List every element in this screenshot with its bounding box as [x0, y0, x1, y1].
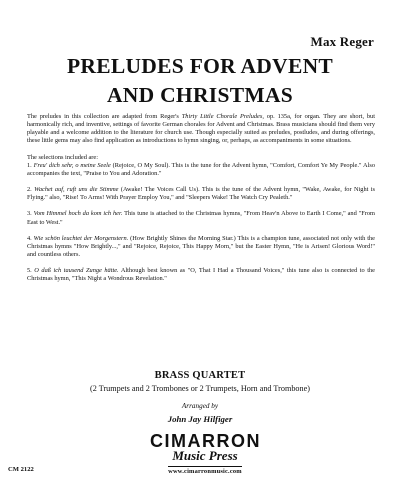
intro-paragraph	[27, 113, 375, 146]
composer-name: Max Reger	[310, 34, 374, 49]
intro-source-title: Thirty Little Chorale Preludes	[181, 113, 263, 120]
selection-text: Although best known as "O, That I Had a Thousand Voices," this tune also is connected to the Christmas hymn, "This Night a Wondrous Revelation."	[27, 267, 375, 283]
logo-divider	[168, 466, 242, 467]
arranger-name: John Jay Hilfiger	[167, 414, 233, 424]
publisher-url: www.cimarronmusic.com	[168, 468, 242, 475]
selection-number: 4.	[27, 234, 34, 242]
selection-number: 1.	[27, 161, 34, 169]
selection-text: This tune is attached to the Christmas hymns, "From Heav'n Above to Earth I Come," and "From East to West."	[27, 210, 375, 226]
publisher-logo	[150, 428, 260, 480]
selection-item-1	[27, 162, 375, 178]
intro-part-1: The preludes in this collection are adapted from Reger's	[27, 113, 182, 120]
instrumentation: (2 Trumpets and 2 Trombones or 2 Trumpets, Horn and Trombone)	[90, 384, 310, 393]
selection-title: O daß ich tausend Zunge hätte.	[34, 267, 119, 275]
selection-number: 3.	[27, 210, 34, 218]
catalog-number: CM 2122	[8, 466, 34, 473]
page-title	[0, 52, 400, 110]
selection-number: 5.	[27, 267, 35, 275]
selection-title: Freu' dich sehr, o meine Seele	[33, 161, 111, 169]
title-line-2: AND CHRISTMAS	[106, 83, 294, 107]
selection-text: (How Brightly Shines the Morning Star.) This is a champion tune, associated not only with the Christmas hymns "How Brightly...," and "Rejoice, Rejoice, This Happy Morn," but the Easter Hymn, "He is Arisen! Glorious Word!" and countless others.	[27, 234, 375, 259]
selection-item-4	[27, 235, 375, 259]
ensemble-name: BRASS QUARTET	[154, 370, 246, 381]
publisher-name: CIMARRON	[150, 431, 261, 451]
title-line-1: PRELUDES FOR ADVENT	[66, 54, 334, 78]
selections-list	[27, 162, 375, 284]
selection-item-5	[27, 267, 375, 283]
selection-title: Vom Himmel hoch da kom ich her.	[33, 210, 123, 218]
selections-intro: The selections included are:	[27, 153, 98, 161]
selection-item-3	[27, 210, 375, 226]
selection-title: Wachet auf, ruft uns die Stimme	[34, 186, 119, 194]
intro-part-2: , op. 135a, for organ. They are short, but harmonically rich, and inventive, settings of favorite German chorales for Advent and Christmas. Brass musicians should find them very playable and a welcome addition to the literature for church use. Though especially suited as preludes, postludes, and during offerings, these little gems may also find application as introductions to hymn singing, or, perhaps, as accompaniments in some situations.	[27, 113, 375, 145]
selection-title: Wie schön leuchtet der Morgenstern.	[33, 234, 129, 242]
selection-number: 2.	[27, 186, 35, 194]
arranged-by-label: Arranged by	[181, 402, 219, 410]
selection-text: (Awake! The Voices Call Us). This is the tune of the Advent hymn, "Wake, Awake, for Night is Flying." also, "Rise! To Arms! With Prayer Employ You," and "Sleepers Wake! The Watch Cry Pealeth."	[27, 186, 375, 202]
publisher-subname: Music Press	[172, 448, 238, 463]
selection-text: (Rejoice, O My Soul). This is the tune for the Advent hymn, "Comfort, Comfort Ye My People." Also accompanies the text, "Praise to You and Adoration."	[27, 161, 375, 177]
selection-item-2	[27, 186, 375, 202]
description-text	[27, 113, 375, 284]
